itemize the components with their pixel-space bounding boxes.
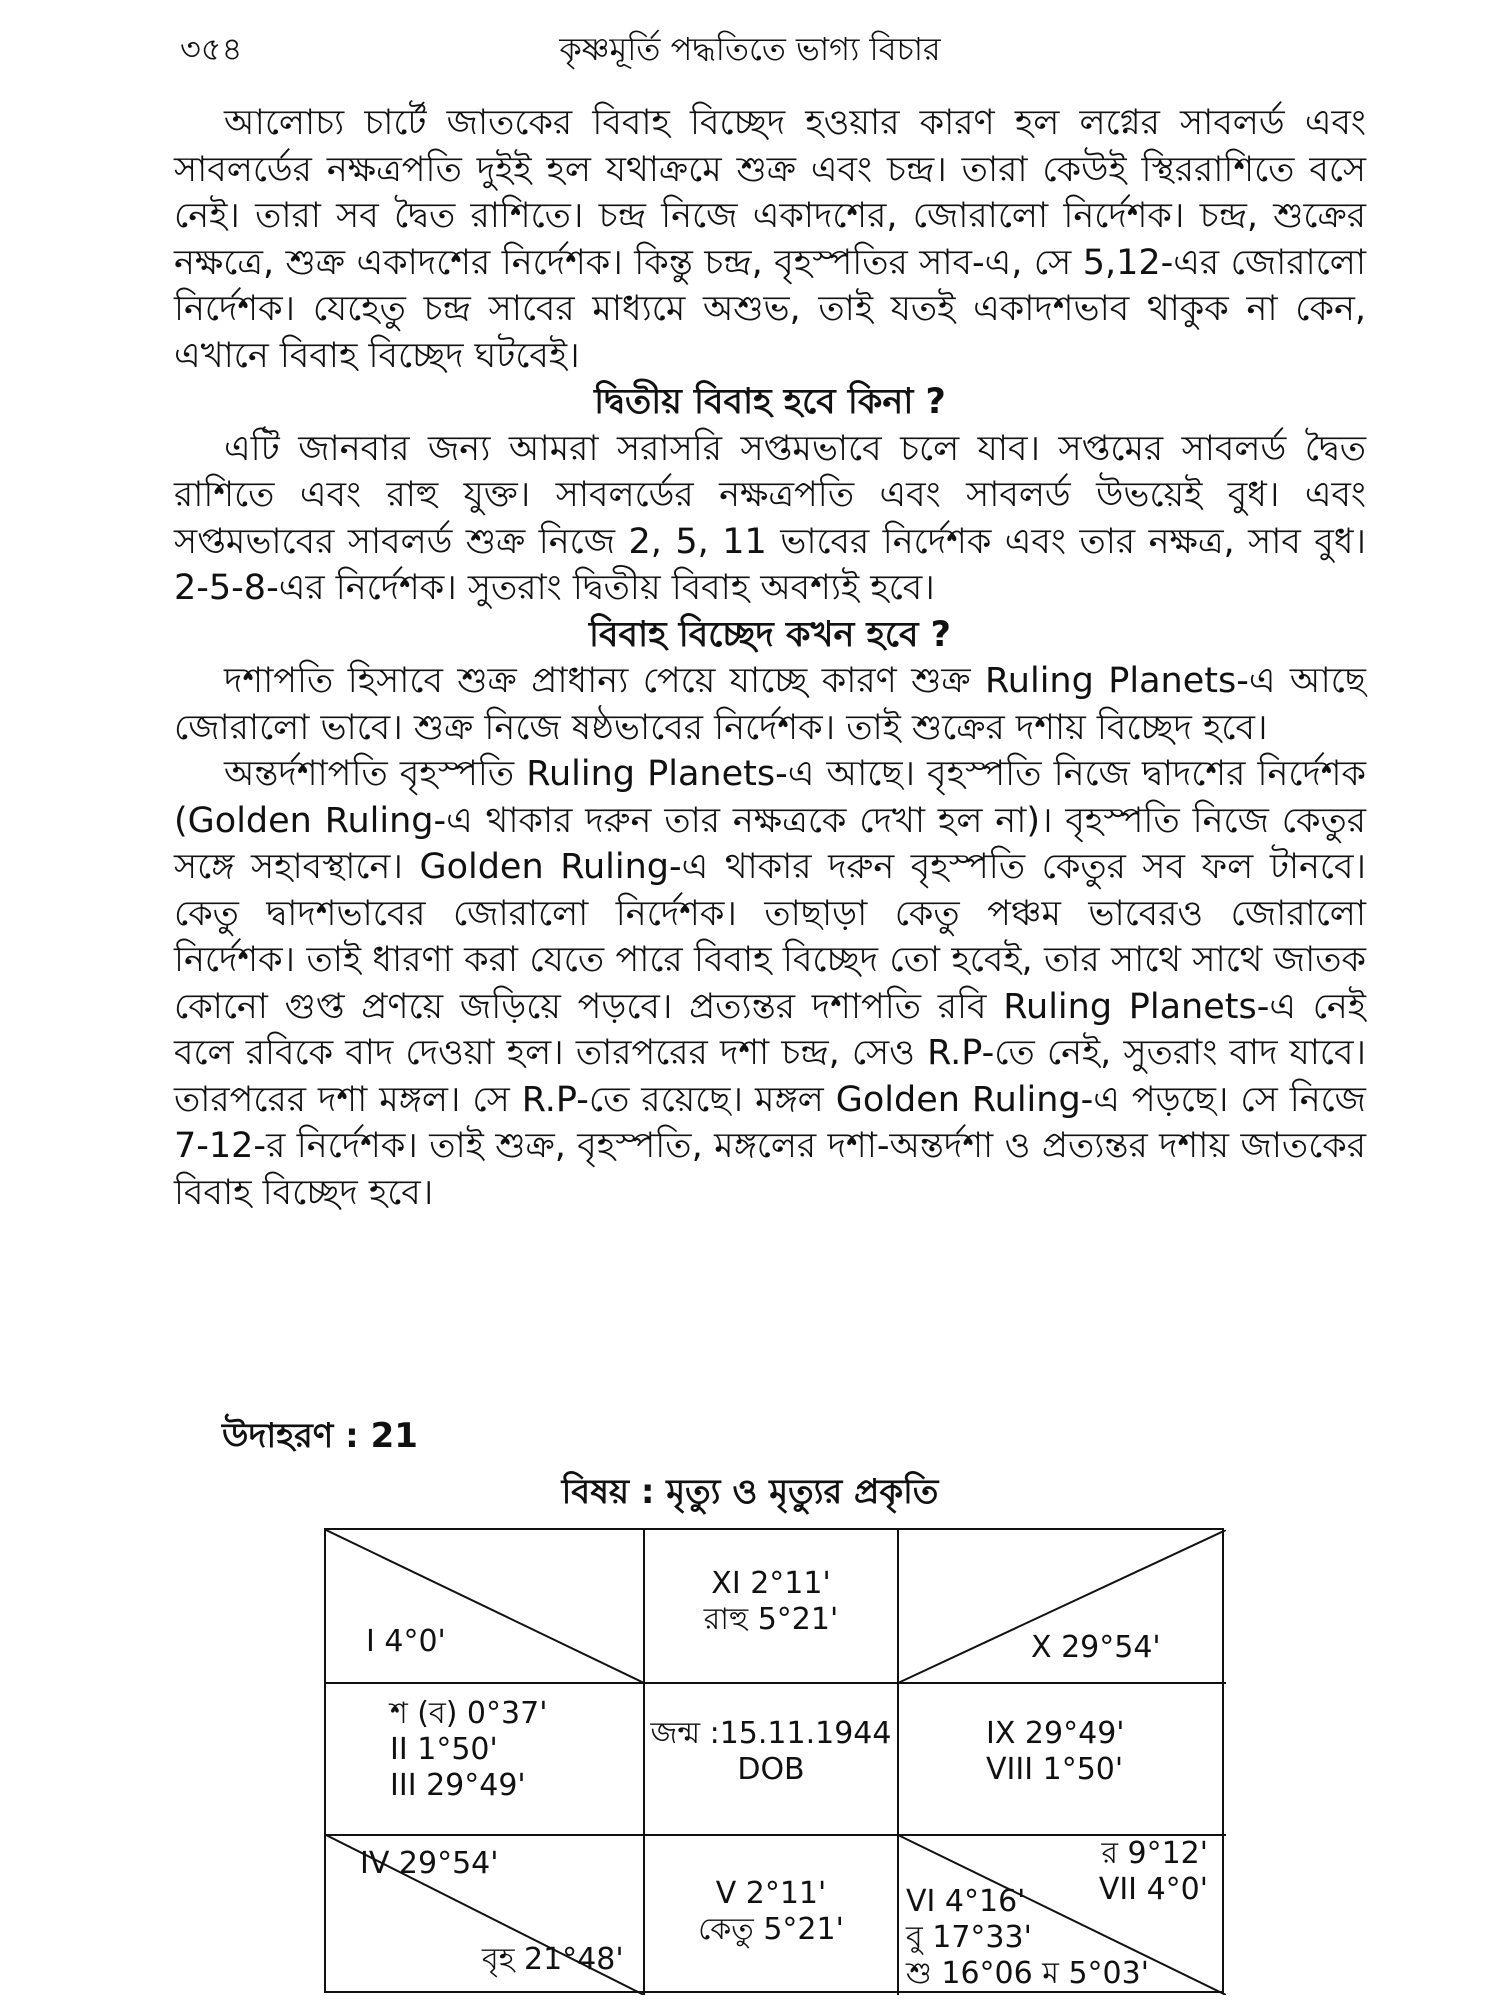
paragraph-4: অন্তর্দশাপতি বৃহস্পতি Ruling Planets-এ আছে। বৃহস্পতি নিজে দ্বাদশের নির্দেশক (Golden Ruling-এ থাকার দরুন তার নক্ষত্রকে দেখা হল না)। বৃহস্পতি নিজে কেতুর সঙ্গে সহাবস্থানে। Golden Ruling-এ থাকার দরুন বৃহস্পতি কেতুর সব ফল টানবে। কেতু দ্বাদশভাবের জোরালো নির্দেশক। তাছাড়া কেতু পঞ্চম ভাবেরও জোরালো নির্দেশক। তাই ধারণা করা যেতে পারে বিবাহ বিচ্ছেদ তো হবেই, তার সাথে সাথে জাতক কোনো গুপ্ত প্রণয়ে জড়িয়ে পড়বে। প্রত্যন্তর দশাপতি রবি Ruling Planets-এ নেই বলে রবিকে বাদ দেওয়া হল। তারপরের দশা চন্দ্র, সেও R.P-তে নেই, সুতরাং বাদ যাবে। তারপরের দশা মঙ্গল। সে R.P-তে রয়েছে। মঙ্গল Golden Ruling-এ পড়ছে। সে নিজে 7-12-র নির্দেশক। তাই শুক্র, বৃহস্পতি, মঙ্গলের দশা-অন্তর্দশা ও প্রত্যন্তর দশায় জাতকের বিবাহ বিচ্ছেদ হবে। [174,754,1366,1213]
cell-bottom-right-lower: VI 4°16' বু 17°33' শু 16°06 ম 5°03' [906,1884,1149,1991]
body-text [174,100,1366,1216]
example-label: উদাহরণ : 21 [222,1416,418,1456]
cell-bottom-middle: V 2°11' কেতু 5°21' [698,1876,844,1947]
chart-title: বিষয় : মৃত্যু ও মৃত্যুর প্রকৃতি [561,1472,939,1512]
page-number: ৩৫৪ [180,30,243,68]
heading-second-marriage: দ্বিতীয় বিবাহ হবে কিনা ? [594,382,946,422]
cell-top-middle: XI 2°11' রাহু 5°21' [703,1566,839,1637]
diagonal-top-left [326,1530,644,1683]
cell-top-right: X 29°54' [1031,1630,1161,1665]
paragraph-2: এটি জানবার জন্য আমরা সরাসরি সপ্তমভাবে চলে যাব। সপ্তমের সাবলর্ড দ্বৈত রাশিতে এবং রাহু যুক্ত। সাবলর্ডের নক্ষত্রপতি এবং সাবলর্ড উভয়েই বুধ। এবং সপ্তমভাবের সাবলর্ড শুক্র নিজে 2, 5, 11 ভাবের নির্দেশক এবং তার নক্ষত্র, সাব বুধ। 2-5-8-এর নির্দেশক। সুতরাং দ্বিতীয় বিবাহ অবশ্যই হবে। [174,428,1366,608]
paragraph-1: আলোচ্য চার্টে জাতকের বিবাহ বিচ্ছেদ হওয়ার কারণ হল লগ্নের সাবলর্ড এবং সাবলর্ডের নক্ষত্রপতি দুইই হল যথাক্রমে শুক্র এবং চন্দ্র। তারা কেউই স্থিররাশিতে বসে নেই। তারা সব দ্বৈত রাশিতে। চন্দ্র নিজে একাদশের, জোরালো নির্দেশক। চন্দ্র, শুক্রের নক্ষত্রে, শুক্র একাদশের নির্দেশক। কিন্তু চন্দ্র, বৃহস্পতির সাব-এ, সে 5,12-এর জোরালো নির্দেশক। যেহেতু চন্দ্র সাবের মাধ্যমে অশুভ, তাই যতই একাদশভাব থাকুক না কেন, এখানে বিবাহ বিচ্ছেদ ঘটবেই। [174,103,1366,376]
cell-middle-left: শ (ব) 0°37' II 1°50' III 29°49' [390,1696,548,1803]
heading-divorce-timing: বিবাহ বিচ্ছেদ কখন হবে ? [589,614,951,655]
cell-bottom-left-lower: বৃহ 21°48' [482,1942,624,1977]
cell-bottom-right-upper: র 9°12' VII 4°0' [1098,1836,1208,1907]
cell-middle-center: জন্ম :15.11.1944 DOB [650,1716,892,1787]
running-title: কৃষ্ণমূর্তি পদ্ধতিতে ভাগ্য বিচার [559,30,941,68]
cell-top-left: I 4°0' [366,1624,446,1659]
horoscope-chart [324,1528,1224,1993]
cell-bottom-left-upper: IV 29°54' [360,1846,499,1881]
paragraph-3: দশাপতি হিসাবে শুক্র প্রাধান্য পেয়ে যাচ্ছে কারণ শুক্র Ruling Planets-এ আছে জোরালো ভাবে। শুক্র নিজে ষষ্ঠভাবের নির্দেশক। তাই শুক্রের দশায় বিচ্ছেদ হবে। [174,661,1366,748]
cell-middle-right: IX 29°49' VIII 1°50' [986,1716,1125,1787]
